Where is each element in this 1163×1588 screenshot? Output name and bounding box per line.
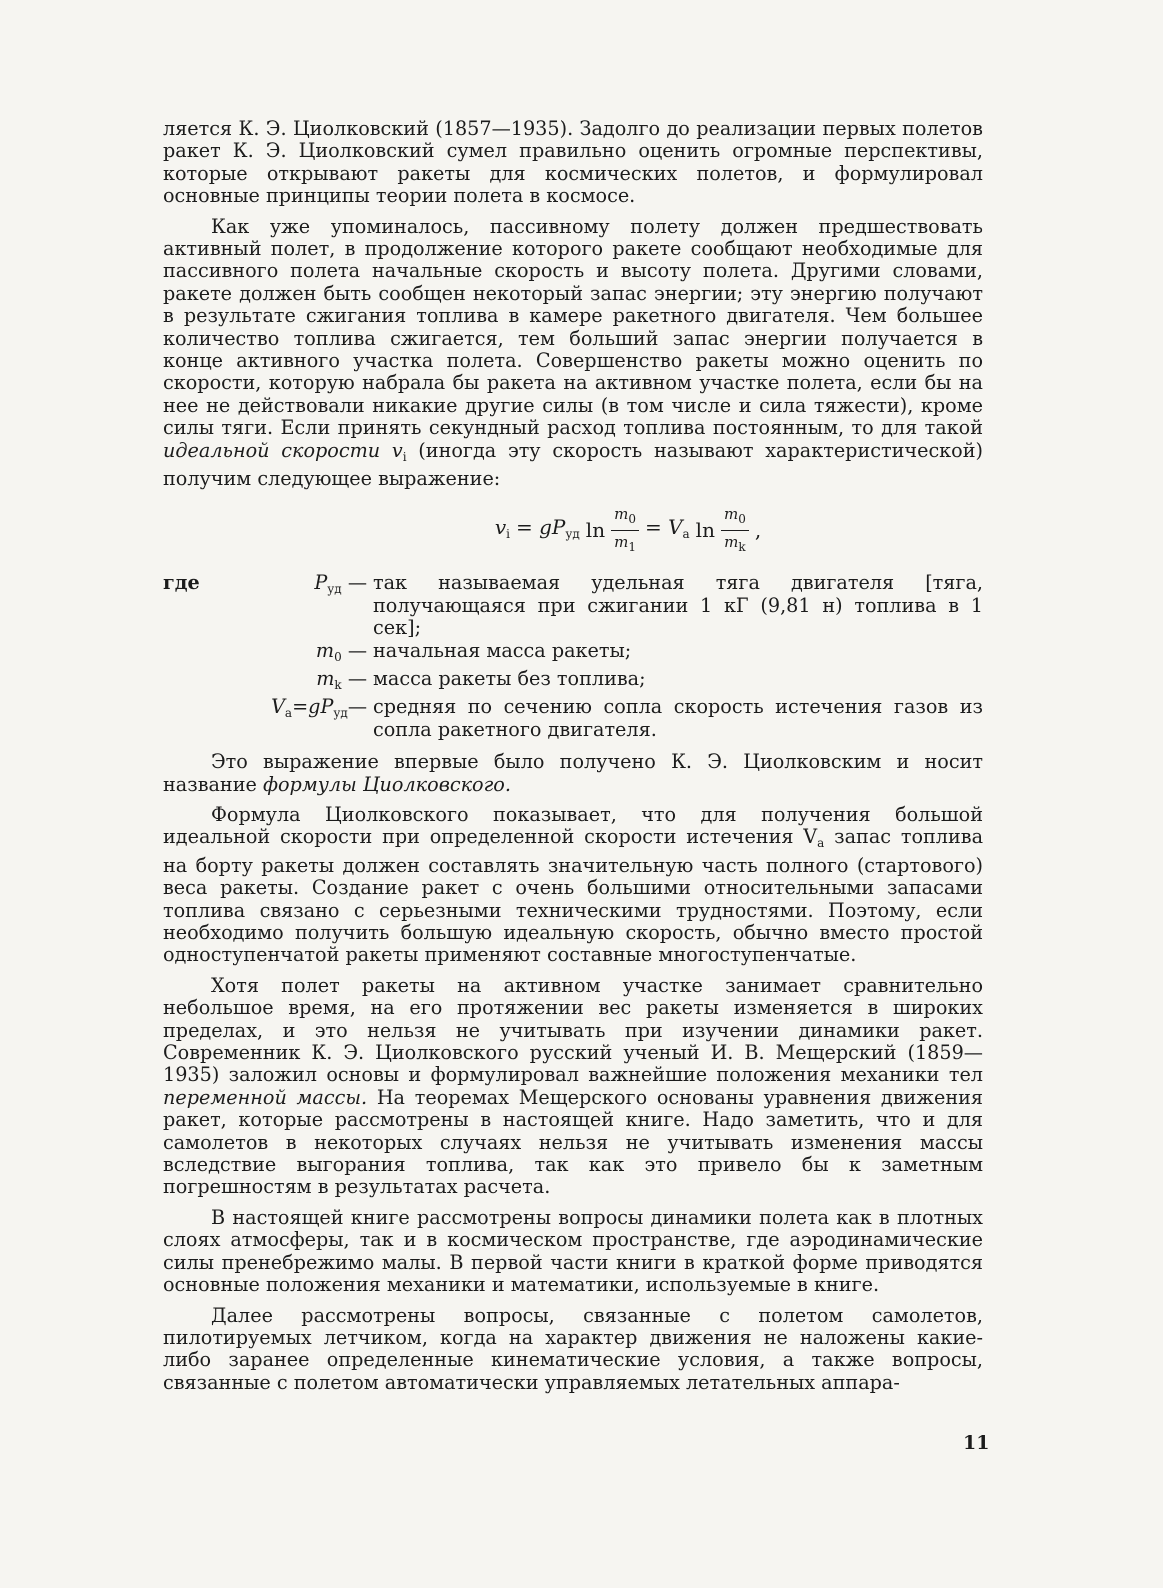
def-text-mk: масса ракеты без топлива; bbox=[373, 666, 646, 690]
definitions-list bbox=[163, 572, 983, 741]
def-symbol-pud: $P_{уд}$ — bbox=[314, 571, 367, 597]
page-number: 11 bbox=[963, 1432, 990, 1454]
paragraph-6: В настоящей книге рассмотрены вопросы динамики полета как в плотных слоях атмосферы, так и в космическом пространстве, где аэродинамические силы пренебрежимо малы. В первой части книги в краткой форме приводятся основные положения механики и математики, используемые в книге. bbox=[163, 1205, 983, 1297]
def-symbol-mk: $m_k$ — bbox=[316, 666, 367, 692]
where-label: где bbox=[163, 571, 200, 595]
paragraph-2-tail: (иногда эту скорость называют характеристической) получим следующее выражение: bbox=[163, 438, 984, 491]
def-text-pud: так называемая удельная тяга двигателя [тяга, получающаяся при сжигании 1 кГ (9,81 н) топлива в 1 сек]; bbox=[373, 571, 983, 640]
paragraph-7: Далее рассмотрены вопросы, связанные с полетом самолетов, пилотируемых летчиком, когда на характер движения не наложены какие-либо заранее определенные кинематические условия, а также вопросы, связанные с полетом автоматически управляемых летательных аппара- bbox=[163, 1303, 983, 1394]
ideal-velocity-term: идеальной скорости $v_i$ bbox=[163, 438, 407, 464]
page-body bbox=[163, 118, 983, 1402]
def-text-va: средняя по сечению сопла скорость истечения газов из сопла ракетного двигателя. bbox=[373, 695, 983, 741]
variable-mass-term: переменной массы. bbox=[163, 1085, 368, 1109]
fraction-m0-mk: $\frac{m_0}{m_k}$ bbox=[721, 503, 749, 559]
paragraph-4: Формула Циолковского показывает, что для получения большой идеальной скорости при определенной скорости истечения $V_a$ запас топлива на борту ракеты должен составлять значительную часть полного (стартового) веса ракеты. Создание ракет с очень большими относительными запасами топлива связано с серьезными техническими трудностями. Поэтому, если необходимо получить большую идеальную скорость, обычно вместо простой одноступенчатой ракеты применяют составные многоступенчатые. bbox=[163, 802, 984, 967]
def-text-m0: начальная масса ракеты; bbox=[373, 638, 632, 662]
paragraph-1: ляется К. Э. Циолковский (1857—1935). Задолго до реализации первых полетов ракет К. Э. Циолковский сумел правильно оценить огромные перспективы, которые открывают ракеты для космических полетов, и формулировал основные принципы теории полета в космосе. bbox=[163, 117, 983, 208]
paragraph-3: Это выражение впервые было получено К. Э. Циолковским и носит название формулы Циолковского. bbox=[163, 750, 983, 796]
def-symbol-va: $V_a=gP_{уд}—$ bbox=[271, 695, 367, 721]
paragraph-5: Хотя полет ракеты на активном участке занимает сравнительно небольшое время, на его протяжении вес ракеты изменяется в широких пределах, и это нельзя не учитывать при изучении динамики ракет. Современник К. Э. Циолковского русский ученый И. В. Мещерский (1859—1935) заложил основы и формулировал важнейшие положения механики тел переменной массы. На теоремах Мещерского основаны уравнения движения ракет, которые рассмотрены в настоящей книге. Надо заметить, что и для самолетов в некоторых случаях нельзя не учитывать изменения массы вследствие выгорания топлива, так как это привело бы к заметным погрешностям в результатах расчета. bbox=[163, 973, 983, 1199]
def-symbol-m0: $m_0$ — bbox=[315, 638, 367, 664]
tsiolkovsky-formula-term: формулы Циолковского. bbox=[262, 772, 511, 796]
tsiolkovsky-formula: $v_i$ = $gP_{уд}$ ln $\frac{m_0}{m_1}$ = $V_a$ ln $\frac{m_0}{m_k}$ , bbox=[273, 503, 983, 559]
paragraph-2-text: Как уже упоминалось, пассивному полету должен предшествовать активный полет, в продолжение которого ракете сообщают необходимые для пассивного полета начальные скорость и высоту полета. Другими словами, ракете должен быть сообщен некоторый запас энергии; эту энергию получают в результате сжигания топлива в камере ракетного двигателя. Чем большее количество топлива сжигается, тем больший запас энергии получается в конце активного участка полета. Совершенство ракеты можно оценить по скорости, которую набрала бы ракета на активном участке полета, если бы на нее не действовали никакие другие силы (в том числе и сила тяжести), кроме силы тяги. Если принять секундный расход топлива постоянным, то для такой bbox=[163, 214, 983, 440]
paragraph-2 bbox=[163, 216, 983, 491]
fraction-m0-m1: $\frac{m_0}{m_1}$ bbox=[611, 503, 639, 559]
